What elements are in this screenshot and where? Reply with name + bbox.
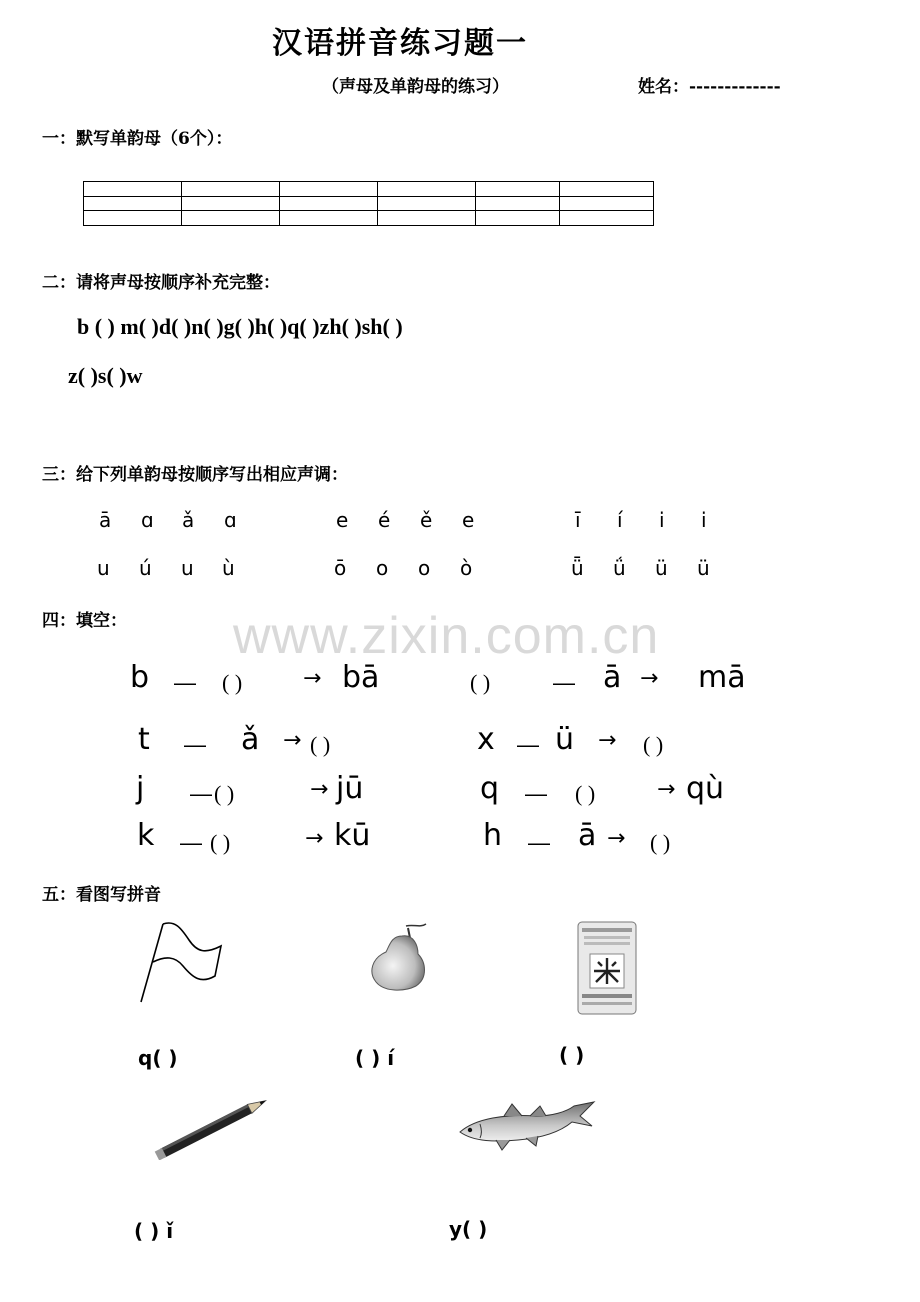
fill-final-a: ā: [603, 660, 622, 695]
tone-v-2: ǘ: [613, 556, 626, 580]
section-4-heading: 四：填空：: [42, 611, 127, 631]
fill-dash: —: [174, 670, 196, 695]
fill-arrow: →: [305, 826, 324, 851]
fill-initial-b: b: [130, 660, 150, 695]
tone-e-4: e: [462, 508, 475, 532]
fill-dash: —: [190, 781, 212, 806]
tone-o-3: o: [418, 556, 431, 580]
fill-blank: ( ): [210, 830, 231, 855]
rice-bag-icon: [576, 920, 638, 1016]
tone-u-1: u: [97, 556, 110, 580]
tone-v-4: ü: [697, 556, 710, 580]
tone-o-1: ō: [334, 556, 347, 580]
tone-i-1: ī: [575, 508, 581, 532]
fill-result-ju: jū: [336, 771, 364, 806]
fill-initial-t: t: [138, 722, 150, 757]
tone-i-4: i: [701, 508, 707, 532]
tone-i-2: í: [617, 508, 623, 532]
flag-icon: [135, 918, 227, 1008]
fill-blank: ( ): [650, 830, 671, 855]
page-subtitle: （声母及单韵母的练习）: [322, 77, 509, 97]
tone-a-1: ā: [99, 508, 112, 532]
tone-o-4: ò: [460, 556, 473, 580]
fill-arrow: →: [310, 777, 329, 802]
fill-final-a1: ā: [578, 818, 597, 853]
fill-arrow: →: [283, 728, 302, 753]
initials-line-2: z( )s( )w: [68, 363, 143, 388]
fill-initial-x: x: [477, 722, 495, 757]
fill-dash: —: [180, 830, 202, 855]
fill-arrow: →: [640, 666, 659, 691]
fish-icon: [456, 1098, 598, 1156]
fill-result-ba: bā: [342, 660, 380, 695]
picture-answer-fish: y( ): [449, 1217, 488, 1241]
fill-arrow: →: [303, 666, 322, 691]
writing-grid: [83, 181, 654, 226]
tone-a-4: ɑ: [224, 508, 237, 532]
picture-answer-pear: ( ) í: [355, 1046, 395, 1070]
fill-result-ma: mā: [698, 660, 746, 695]
fill-dash: —: [553, 670, 575, 695]
fill-dash: —: [517, 732, 539, 757]
tone-u-4: ù: [222, 556, 235, 580]
fill-initial-j: j: [136, 771, 145, 806]
fill-result-qu: qù: [686, 771, 725, 806]
fill-blank: ( ): [643, 732, 664, 757]
tone-e-2: é: [378, 508, 391, 532]
tone-v-3: ü: [655, 556, 668, 580]
fill-dash: —: [184, 732, 206, 757]
picture-answer-pencil: ( ) ǐ: [134, 1219, 174, 1243]
watermark: www.zixin.com.cn: [233, 607, 660, 665]
fill-arrow: →: [657, 777, 676, 802]
picture-answer-rice: ( ): [559, 1043, 585, 1067]
fill-dash: —: [525, 781, 547, 806]
tone-e-3: ě: [420, 508, 433, 532]
tone-o-2: o: [376, 556, 389, 580]
fill-blank: ( ): [310, 732, 331, 757]
section-1-heading: 一：默写单韵母（6个）：: [42, 129, 233, 149]
page-title: 汉语拼音练习题一: [272, 26, 528, 61]
pear-icon: [368, 922, 432, 992]
fill-final-u-umlaut: ü: [555, 722, 575, 757]
fill-blank: ( ): [222, 670, 243, 695]
section-2-heading: 二：请将声母按顺序补充完整：: [42, 273, 280, 293]
section-3-heading: 三：给下列单韵母按顺序写出相应声调：: [42, 465, 348, 485]
fill-final-a3: ǎ: [241, 722, 260, 757]
fill-initial-k: k: [137, 818, 155, 853]
fill-result-ku: kū: [334, 818, 371, 853]
section-5-heading: 五：看图写拼音: [42, 885, 161, 905]
fill-blank: ( ): [470, 670, 491, 695]
picture-answer-flag: q( ): [138, 1046, 178, 1070]
fill-arrow: →: [598, 728, 617, 753]
initials-line-1: b ( ) m( )d( )n( )g( )h( )q( )zh( )sh( ): [77, 314, 403, 339]
fill-arrow: →: [607, 826, 626, 851]
fill-blank: ( ): [575, 781, 596, 806]
pencil-icon: [150, 1094, 278, 1160]
tone-u-2: ú: [139, 556, 152, 580]
tone-a-2: ɑ: [141, 508, 154, 532]
tone-i-3: i: [659, 508, 665, 532]
tone-u-3: u: [181, 556, 194, 580]
fill-dash: —: [528, 830, 550, 855]
fill-initial-q: q: [480, 771, 500, 806]
tone-e-1: e: [336, 508, 349, 532]
tone-a-3: ǎ: [182, 508, 195, 532]
name-field-label: 姓名：-------------: [638, 77, 781, 97]
fill-blank: ( ): [214, 781, 235, 806]
fill-initial-h: h: [483, 818, 503, 853]
tone-v-1: ǖ: [571, 556, 584, 580]
